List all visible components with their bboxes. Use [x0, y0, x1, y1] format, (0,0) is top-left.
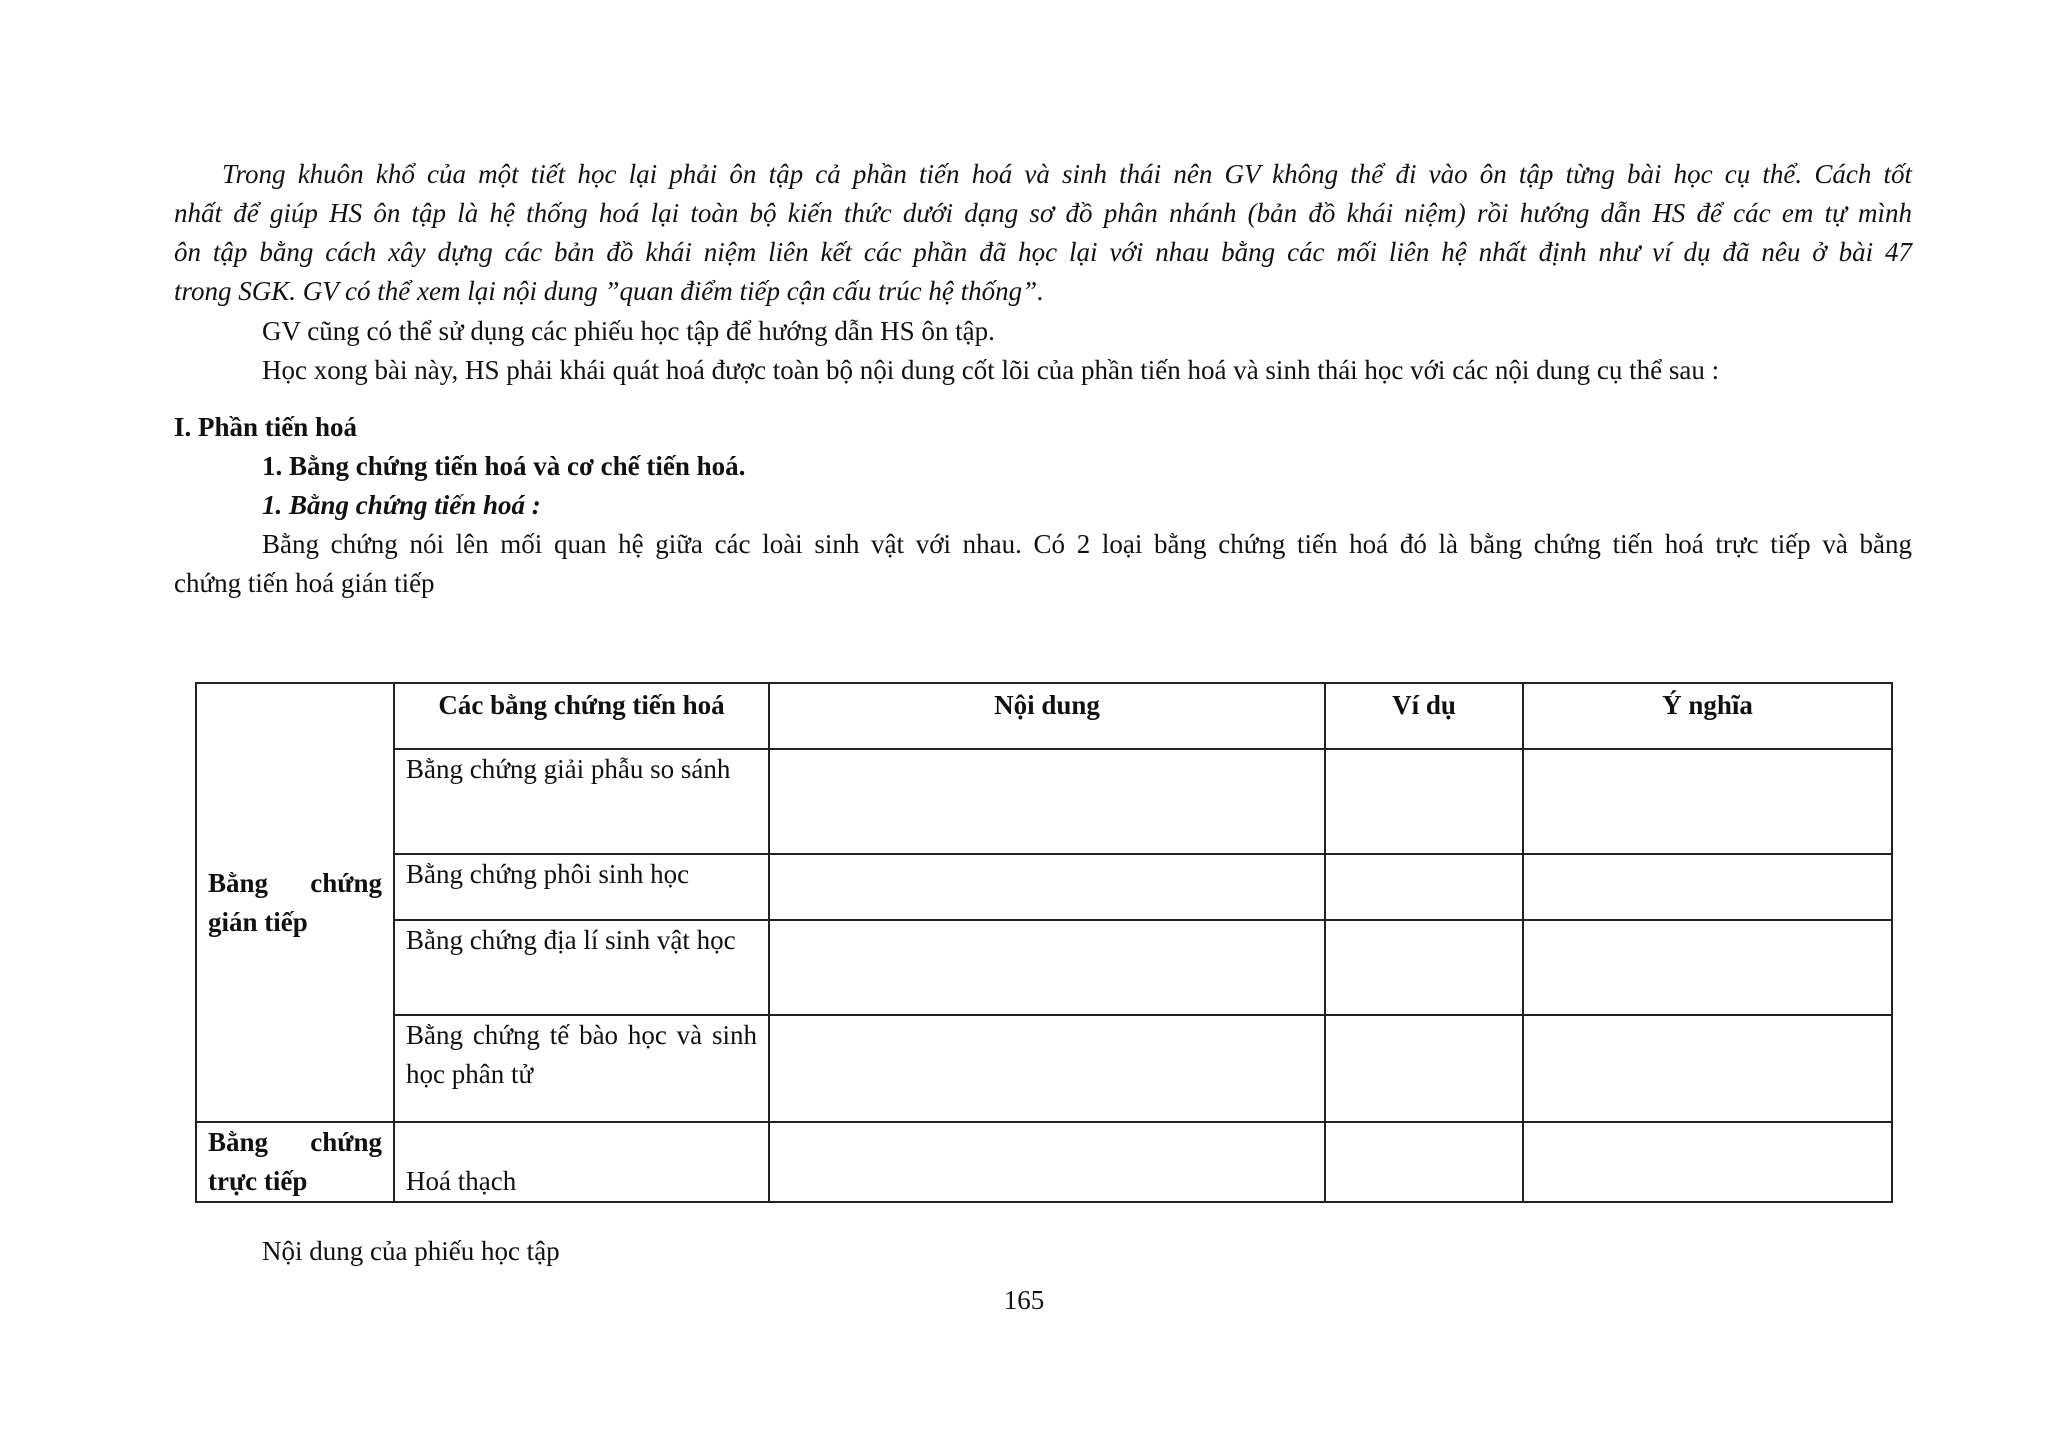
example-cell	[1325, 920, 1523, 1015]
example-cell	[1325, 1015, 1523, 1122]
after-table-text: Nội dung của phiếu học tập	[262, 1236, 560, 1266]
evidence-cell-text: Hoá thạch	[406, 1166, 517, 1196]
evidence-cell: Bằng chứng tế bào học và sinh học phân tử	[394, 1015, 769, 1122]
evidence-cell: Bằng chứng địa lí sinh vật học	[394, 920, 769, 1015]
intro-line-2: nhất để giúp HS ôn tập là hệ thống hoá lại toàn bộ kiến thức dưới dạng sơ đồ phân nhánh (bản đồ khái niệm) rồi hướng dẫn HS để các em tự mình	[174, 198, 1912, 228]
header-cell-example: Ví dụ	[1325, 683, 1523, 749]
intro-paragraph-2: GV cũng có thể sử dụng các phiếu học tập để hướng dẫn HS ôn tập.	[262, 316, 995, 346]
group-label-direct: Bằng chứng trực tiếp	[196, 1122, 394, 1202]
meaning-cell	[1523, 854, 1892, 920]
evidence-cell: Bằng chứng phôi sinh học	[394, 854, 769, 920]
example-cell	[1325, 749, 1523, 854]
header-cell-evidence: Các bằng chứng tiến hoá	[394, 683, 769, 749]
table-row	[196, 920, 1892, 1015]
content-cell	[769, 1122, 1325, 1202]
intro-line-3: ôn tập bằng cách xây dựng các bản đồ khái niệm liên kết các phần đã học lại với nhau bằng các mối liên hệ nhất định như ví dụ đã nêu ở bài 47	[174, 237, 1912, 267]
meaning-cell	[1523, 1122, 1892, 1202]
header-cell-content: Nội dung	[769, 683, 1325, 749]
header-cell-meaning: Ý nghĩa	[1523, 683, 1892, 749]
subsubsection-heading: 1. Bằng chứng tiến hoá :	[262, 490, 541, 520]
page-number: 165	[1003, 1285, 1045, 1315]
evidence-table	[195, 682, 1893, 1203]
section-heading: I. Phần tiến hoá	[174, 412, 358, 442]
subsection-heading: 1. Bằng chứng tiến hoá và cơ chế tiến hoá.	[262, 451, 746, 481]
table-row	[196, 1122, 1892, 1202]
content-cell	[769, 920, 1325, 1015]
example-cell	[1325, 1122, 1523, 1202]
group-label-indirect-text: Bằng chứng gián tiếp	[208, 867, 382, 937]
content-cell	[769, 854, 1325, 920]
intro-line-1: Trong khuôn khổ của một tiết học lại phải ôn tập cả phần tiến hoá và sinh thái nên GV không thể đi vào ôn tập từng bài học cụ thể. Cách tốt	[222, 159, 1912, 189]
meaning-cell	[1523, 920, 1892, 1015]
group-label-indirect	[196, 683, 394, 1122]
table-header-row	[196, 683, 1892, 749]
intro-line-4: trong SGK. GV có thể xem lại nội dung ”quan điểm tiếp cận cấu trúc hệ thống”.	[174, 276, 1044, 306]
evidence-cell: Bằng chứng giải phẫu so sánh	[394, 749, 769, 854]
table-row	[196, 749, 1892, 854]
table-row	[196, 1015, 1892, 1122]
meaning-cell	[1523, 749, 1892, 854]
section-body-line-2: chứng tiến hoá gián tiếp	[174, 568, 435, 598]
example-cell	[1325, 854, 1523, 920]
evidence-cell	[394, 1122, 769, 1202]
intro-paragraph-3: Học xong bài này, HS phải khái quát hoá được toàn bộ nội dung cốt lõi của phần tiến hoá và sinh thái học với các nội dung cụ thể sau :	[262, 355, 1720, 385]
content-cell	[769, 749, 1325, 854]
content-cell	[769, 1015, 1325, 1122]
table-row	[196, 854, 1892, 920]
meaning-cell	[1523, 1015, 1892, 1122]
section-body-line-1: Bằng chứng nói lên mối quan hệ giữa các loài sinh vật với nhau. Có 2 loại bằng chứng tiến hoá đó là bằng chứng tiến hoá trực tiếp và bằng	[262, 529, 1912, 559]
